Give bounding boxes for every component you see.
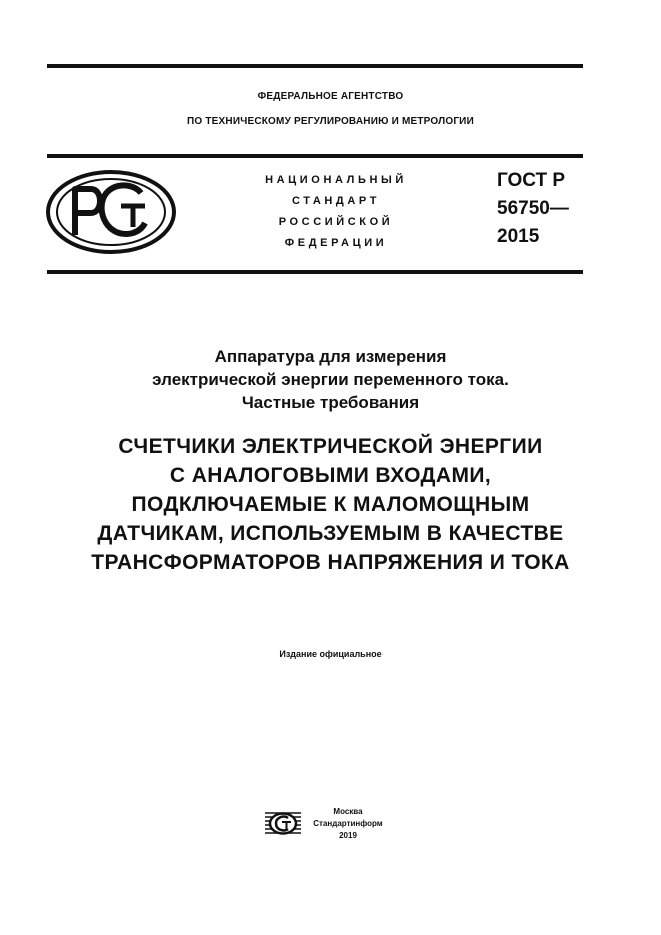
national-line-4: ФЕДЕРАЦИИ [284, 237, 388, 249]
publisher-info [303, 806, 393, 842]
gost-line-3: 2015 [497, 226, 540, 247]
publisher-city: Москва [333, 807, 363, 816]
publisher-year: 2019 [339, 831, 357, 840]
gost-number [497, 167, 569, 251]
national-line-3: РОССИЙСКОЙ [278, 216, 394, 228]
title-line-1: СЧЕТЧИКИ ЭЛЕКТРИЧЕСКОЙ ЭНЕРГИИ [118, 435, 543, 458]
header-rule [47, 154, 583, 158]
subtitle-line-2: электрической энергии переменного тока. [152, 370, 509, 389]
top-rule [47, 64, 583, 68]
title-line-2: С АНАЛОГОВЫМИ ВХОДАМИ, [169, 464, 492, 487]
subtitle-line-3: Частные требования [241, 393, 420, 412]
publisher-logo-icon [265, 810, 301, 837]
rst-logo-icon [45, 169, 177, 255]
agency-line-2: ПО ТЕХНИЧЕСКОМУ РЕГУЛИРОВАНИЮ И МЕТРОЛОГИИ [187, 116, 474, 127]
title-line-4: ДАТЧИКАМ, ИСПОЛЬЗУЕМЫМ В КАЧЕСТВЕ [97, 522, 564, 545]
title-line-5: ТРАНСФОРМАТОРОВ НАПРЯЖЕНИЯ И ТОКА [91, 551, 570, 574]
national-line-2: СТАНДАРТ [291, 195, 381, 207]
document-title [0, 432, 661, 577]
gost-line-1: ГОСТ Р [497, 170, 566, 191]
edition-label: Издание официальное [279, 649, 382, 659]
gost-line-2: 56750— [497, 198, 569, 219]
agency-line-1: ФЕДЕРАЛЬНОЕ АГЕНТСТВО [257, 91, 404, 102]
national-line-1: НАЦИОНАЛЬНЫЙ [265, 174, 407, 186]
subtitle [0, 345, 661, 414]
block-rule [47, 270, 583, 274]
title-line-3: ПОДКЛЮЧАЕМЫЕ К МАЛОМОЩНЫМ [131, 493, 530, 516]
subtitle-line-1: Аппаратура для измерения [214, 347, 447, 366]
publisher-name: Стандартинформ [313, 819, 383, 828]
